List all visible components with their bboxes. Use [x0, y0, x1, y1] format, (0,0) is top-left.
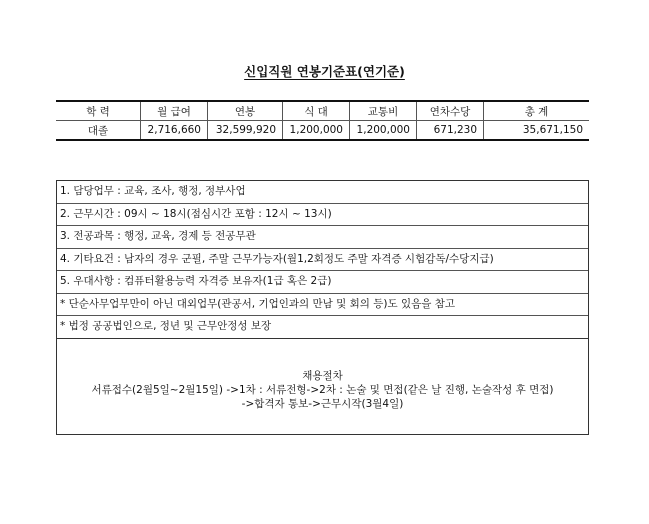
- cell-meal-allowance: 1,200,000: [283, 121, 350, 141]
- table-row: [56, 121, 589, 141]
- info-preferences: 5. 우대사항 : 컴퓨터활용능력 자격증 보유자(1급 혹은 2급): [57, 271, 588, 294]
- cell-total: 35,671,150: [484, 121, 590, 141]
- info-other-requirements: 4. 기타요건 : 남자의 경우 군필, 주말 근무가능자(월1,2회정도 주말 자격증 시험감독/수당지급): [57, 249, 588, 272]
- header-annual-leave-pay: 연차수당: [417, 101, 484, 121]
- header-education: 학 력: [56, 101, 141, 121]
- header-monthly-pay: 월 급여: [141, 101, 208, 121]
- hiring-heading: 채용절차: [302, 369, 343, 382]
- salary-table: [56, 100, 589, 141]
- cell-transport: 1,200,000: [350, 121, 417, 141]
- job-info-box: [56, 180, 589, 435]
- cell-monthly-pay: 2,716,660: [141, 121, 208, 141]
- hiring-process: [57, 339, 588, 411]
- table-header-row: [56, 101, 589, 121]
- header-annual-salary: 연봉: [208, 101, 283, 121]
- info-working-hours: 2. 근무시간 : 09시 ~ 18시(점심시간 포함 : 12시 ~ 13시): [57, 204, 588, 227]
- hiring-steps-line-1: 서류접수(2월5일~2월15일) ->1차 : 서류전형->2차 : 논술 및 면접(같은 날 진행, 논술작성 후 면접): [91, 383, 554, 396]
- cell-education: 대졸: [56, 121, 141, 141]
- header-meal-allowance: 식 대: [283, 101, 350, 121]
- hiring-steps-line-2: ->합격자 통보->근무시작(3월4일): [241, 397, 404, 410]
- header-transport: 교통비: [350, 101, 417, 121]
- info-major: 3. 전공과목 : 행정, 교육, 경제 등 전공무관: [57, 226, 588, 249]
- cell-annual-leave-pay: 671,230: [417, 121, 484, 141]
- header-total: 총 계: [484, 101, 590, 121]
- info-note-job-security: * 법정 공공법인으로, 정년 및 근무안정성 보장: [57, 316, 588, 339]
- info-note-external-work: * 단순사무업무만이 아닌 대외업무(관공서, 기업인과의 만남 및 회의 등)도 있음을 참고: [57, 294, 588, 317]
- info-duties: 1. 담당업무 : 교육, 조사, 행정, 정부사업: [57, 181, 588, 204]
- cell-annual-salary: 32,599,920: [208, 121, 283, 141]
- page-title: 신입직원 연봉기준표(연기준): [244, 64, 405, 79]
